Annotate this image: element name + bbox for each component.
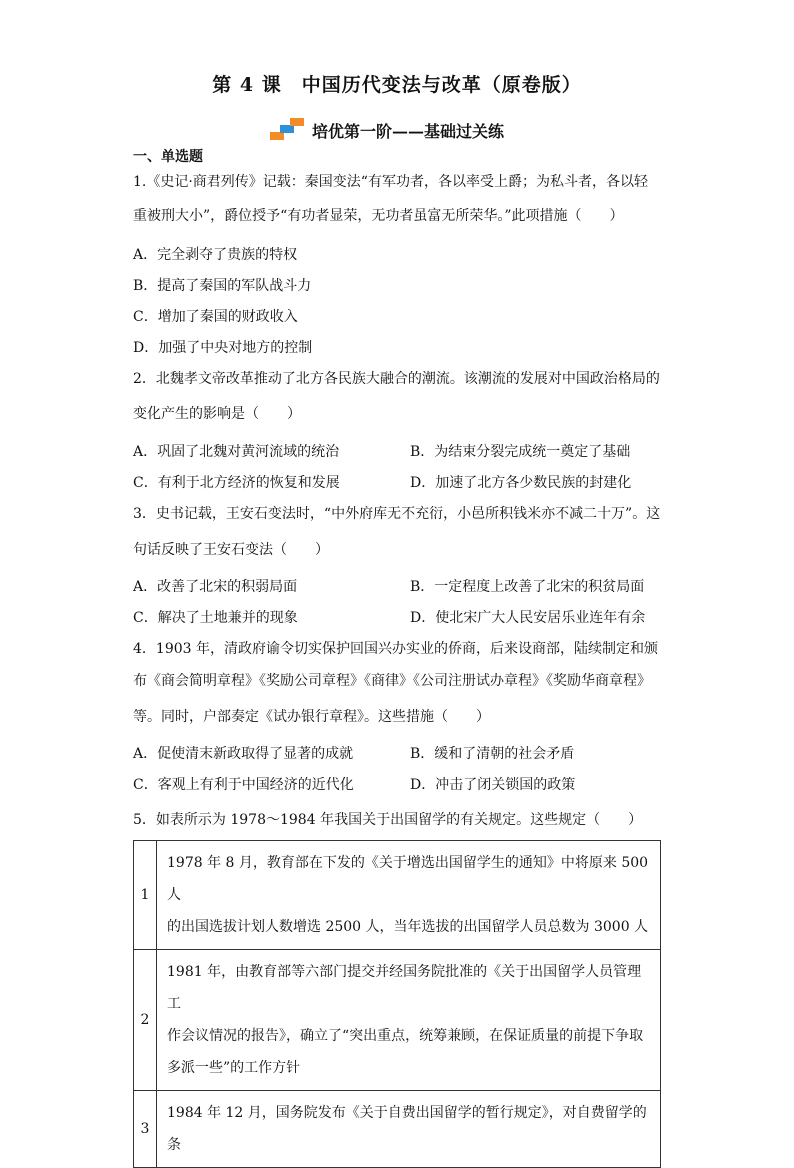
page-title: 第 4 课 中国历代变法与改革（原卷版）	[212, 74, 582, 96]
table-row	[134, 950, 661, 1091]
question-1-option-d: D．加强了中央对地方的控制	[133, 340, 313, 356]
question-3-line-2: 句话反映了王安石变法（ ）	[133, 542, 329, 558]
question-4-line-2: 布《商会简明章程》《奖励公司章程》《商律》《公司注册试办章程》《奖励华商章程》	[133, 673, 651, 689]
question-3-option-a: A．改善了北宋的积弱局面	[133, 579, 298, 595]
question-4-option-a: A．促使清末新政取得了显著的成就	[133, 746, 354, 762]
row-text-line: 1981 年，由教育部等六部门提交并经国务院批准的《关于出国留学人员管理工	[167, 964, 642, 1012]
question-1-option-c: C．增加了秦国的财政收入	[133, 309, 298, 325]
question-4-line-1: 4．1903 年，清政府谕令切实保护回国兴办实业的侨商，后来设商部，陆续制定和颁	[133, 641, 658, 657]
question-2-option-a: A．巩固了北魏对黄河流域的统治	[133, 444, 340, 460]
row-text	[157, 1091, 661, 1168]
question-2-line-1: 2．北魏孝文帝改革推动了北方各民族大融合的潮流。该潮流的发展对中国政治格局的	[133, 371, 660, 387]
question-3-option-b: B．一定程度上改善了北宋的积贫局面	[410, 579, 645, 595]
section-banner	[270, 118, 504, 142]
row-text	[157, 950, 661, 1091]
row-text	[157, 841, 661, 950]
regulations-table	[133, 840, 661, 1168]
question-4-option-d: D．冲击了闭关锁国的政策	[410, 777, 576, 793]
table-row	[134, 841, 661, 950]
row-text-line: 1978 年 8 月，教育部在下发的《关于增选出国留学生的通知》中将原来 500 人	[167, 855, 649, 903]
stairs-icon	[270, 118, 306, 142]
question-3-line-1: 3．史书记载，王安石变法时，“中外府库无不充衍，小邑所积钱米亦不减二十万”。这	[133, 506, 661, 522]
row-text-line: 的出国选拔计划人数增选 2500 人，当年选拔的出国留学人员总数为 3000 人	[167, 919, 649, 935]
row-text-line: 1984 年 12 月，国务院发布《关于自费出国留学的暂行规定》，对自费留学的条	[167, 1105, 647, 1153]
question-4-line-3: 等。同时，户部奏定《试办银行章程》。这些措施（ ）	[133, 709, 490, 725]
question-2-option-d: D．加速了北方各少数民族的封建化	[410, 475, 632, 491]
question-1-line-2: 重被刑大小”，爵位授予“有功者显荣，无功者虽富无所荣华。”此项措施（ ）	[133, 208, 624, 224]
row-number: 1	[134, 841, 157, 950]
row-text-line: 多派一些”的工作方针	[167, 1060, 301, 1076]
question-1-option-b: B．提高了秦国的军队战斗力	[133, 278, 312, 294]
row-text-line: 作会议情况的报告》，确立了“突出重点，统筹兼顾，在保证质量的前提下争取	[167, 1028, 644, 1044]
question-4-option-c: C．客观上有利于中国经济的近代化	[133, 777, 354, 793]
banner-label: 培优第一阶——基础过关练	[312, 121, 505, 141]
table-row	[134, 1091, 661, 1168]
question-3-option-d: D．使北宋广大人民安居乐业连年有余	[410, 610, 646, 626]
row-number: 2	[134, 950, 157, 1091]
question-5-line-1: 5．如表所示为 1978～1984 年我国关于出国留学的有关规定。这些规定（ ）	[133, 812, 643, 828]
question-3-option-c: C．解决了土地兼并的现象	[133, 610, 298, 626]
row-number: 3	[134, 1091, 157, 1168]
question-2-line-2: 变化产生的影响是（ ）	[133, 406, 301, 422]
question-1-option-a: A．完全剥夺了贵族的特权	[133, 247, 298, 263]
question-2-option-b: B．为结束分裂完成统一奠定了基础	[410, 444, 631, 460]
question-4-option-b: B．缓和了清朝的社会矛盾	[410, 746, 575, 762]
section-heading: 一、单选题	[133, 149, 203, 165]
question-1-line-1: 1.《史记·商君列传》记载：秦国变法“有军功者，各以率受上爵；为私斗者，各以轻	[133, 174, 648, 190]
question-2-option-c: C．有利于北方经济的恢复和发展	[133, 475, 340, 491]
